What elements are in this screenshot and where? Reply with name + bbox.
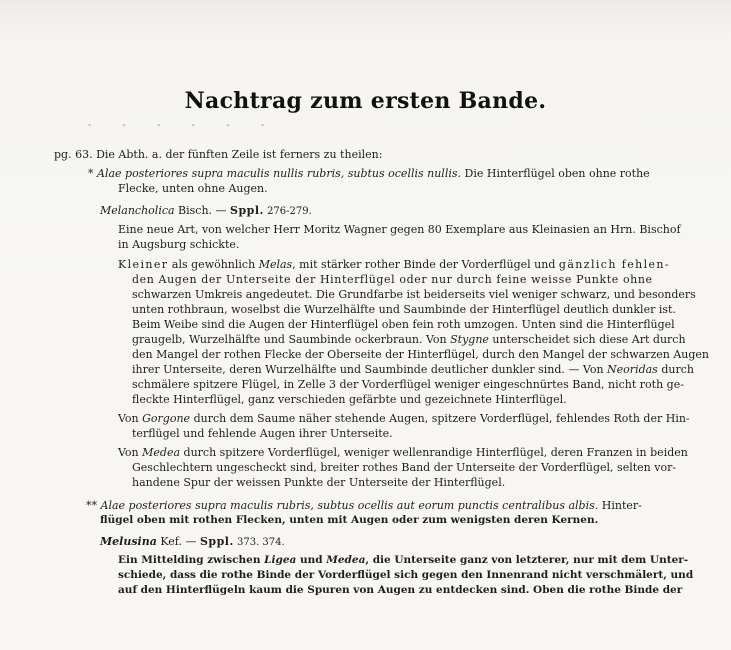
- species-heading-melancholica: Melancholica Bisch. — Sppl. 276-279.: [100, 204, 312, 217]
- separator-dashes: - - - - - -: [88, 120, 279, 131]
- paragraph-line: schwarzen Umkreis angedeutet. Die Grundfarbe ist beiderseits viel weniger schwarz, und besonders: [132, 288, 696, 301]
- bleed-through-text: [40, 4, 720, 19]
- paragraph-line: handene Spur der weissen Punkte der Unterseite der Hinterflügel.: [132, 476, 506, 489]
- paragraph-line: Kleiner als gewöhnlich Melas, mit stärker rother Binde der Vorderflügel und gänzlich fehlen-: [118, 258, 671, 271]
- entry-alae-1-line2: Flecke, unten ohne Augen.: [118, 182, 268, 195]
- paragraph-line: ihrer Unterseite, deren Wurzelhälfte und Saumbinde deutlicher dunkler sind. — Von Neoridas durch: [132, 363, 694, 376]
- paragraph-line: in Augsburg schickte.: [118, 238, 240, 251]
- entry-alae-1: * Alae posteriores supra maculis nullis rubris, subtus ocellis nullis. Die Hinterflügel oben ohne rothe: [88, 167, 650, 180]
- paragraph-line: schiede, dass die rothe Binde der Vorderflügel sich gegen den Innenrand nicht verschmälert, und: [118, 569, 694, 581]
- species-heading-melusina: Melusina Kef. — Sppl. 373. 374.: [100, 535, 285, 548]
- paragraph-line: Von Medea durch spitzere Vorderflügel, weniger wellenrandige Hinterflügel, deren Franzen in beiden: [118, 446, 688, 459]
- paragraph-line: Von Gorgone durch dem Saume näher stehende Augen, spitzere Vorderflügel, fehlendes Roth der Hin-: [118, 412, 690, 425]
- paragraph-line: unten rothbraun, woselbst die Wurzelhälfte und Saumbinde der Hinterflügel deutlich dunkler ist.: [132, 303, 676, 316]
- paragraph-line: Ein Mittelding zwischen Ligea und Medea, die Unterseite ganz von letzterer, nur mit dem Unter-: [118, 554, 689, 566]
- entry-alae-2-line2: flügel oben mit rothen Flecken, unten mit Augen oder zum wenigsten deren Kernen.: [100, 514, 599, 526]
- entry-pg63: pg. 63. Die Abth. a. der fünften Zeile ist ferners zu theilen:: [54, 148, 383, 161]
- latin-diagnosis: * Alae posteriores supra maculis nullis rubris, subtus ocellis nullis.: [88, 167, 462, 180]
- paragraph-line: Geschlechtern ungescheckt sind, breiter rothes Band der Unterseite der Vorderflügel, selten vor-: [132, 461, 677, 474]
- paragraph-line: den Mangel der rothen Flecke der Oberseite der Hinterflügel, durch den Mangel der schwarzen Augen: [132, 348, 709, 361]
- entry-alae-2: ** Alae posteriores supra maculis rubris, subtus ocellis aut eorum punctis centralibus albis. Hinter-: [86, 499, 642, 512]
- paragraph-line: den Augen der Unterseite der Hinterflügel oder nur durch feine weisse Punkte ohne: [132, 273, 653, 286]
- paragraph-line: Eine neue Art, von welcher Herr Moritz Wagner gegen 80 Exemplare aus Kleinasien an Hrn. Bischof: [118, 223, 681, 236]
- paragraph-line: graugelb, Wurzelhälfte und Saumbinde ockerbraun. Von Stygne unterscheidet sich diese Art durch: [132, 333, 686, 346]
- paragraph-line: terflügel und fehlende Augen ihrer Unterseite.: [132, 427, 393, 440]
- paragraph-line: auf den Hinterflügeln kaum die Spuren von Augen zu entdecken sind. Oben die rothe Binde der: [118, 584, 683, 596]
- paragraph-line: schmälere spitzere Flügel, in Zelle 3 der Vorderflügel weniger eingeschnürtes Band, nicht roth ge-: [132, 378, 684, 391]
- latin-diagnosis: ** Alae posteriores supra maculis rubris, subtus ocellis aut eorum punctis centralibus albis.: [86, 499, 599, 512]
- paragraph-line: Beim Weibe sind die Augen der Hinterflügel oben fein roth umzogen. Unten sind die Hinterflügel: [132, 318, 675, 331]
- page-title: Nachtrag zum ersten Bande.: [184, 88, 547, 114]
- paragraph-line: fleckte Hinterflügel, ganz verschieden gefärbte und gezeichnete Hinterflügel.: [132, 393, 567, 406]
